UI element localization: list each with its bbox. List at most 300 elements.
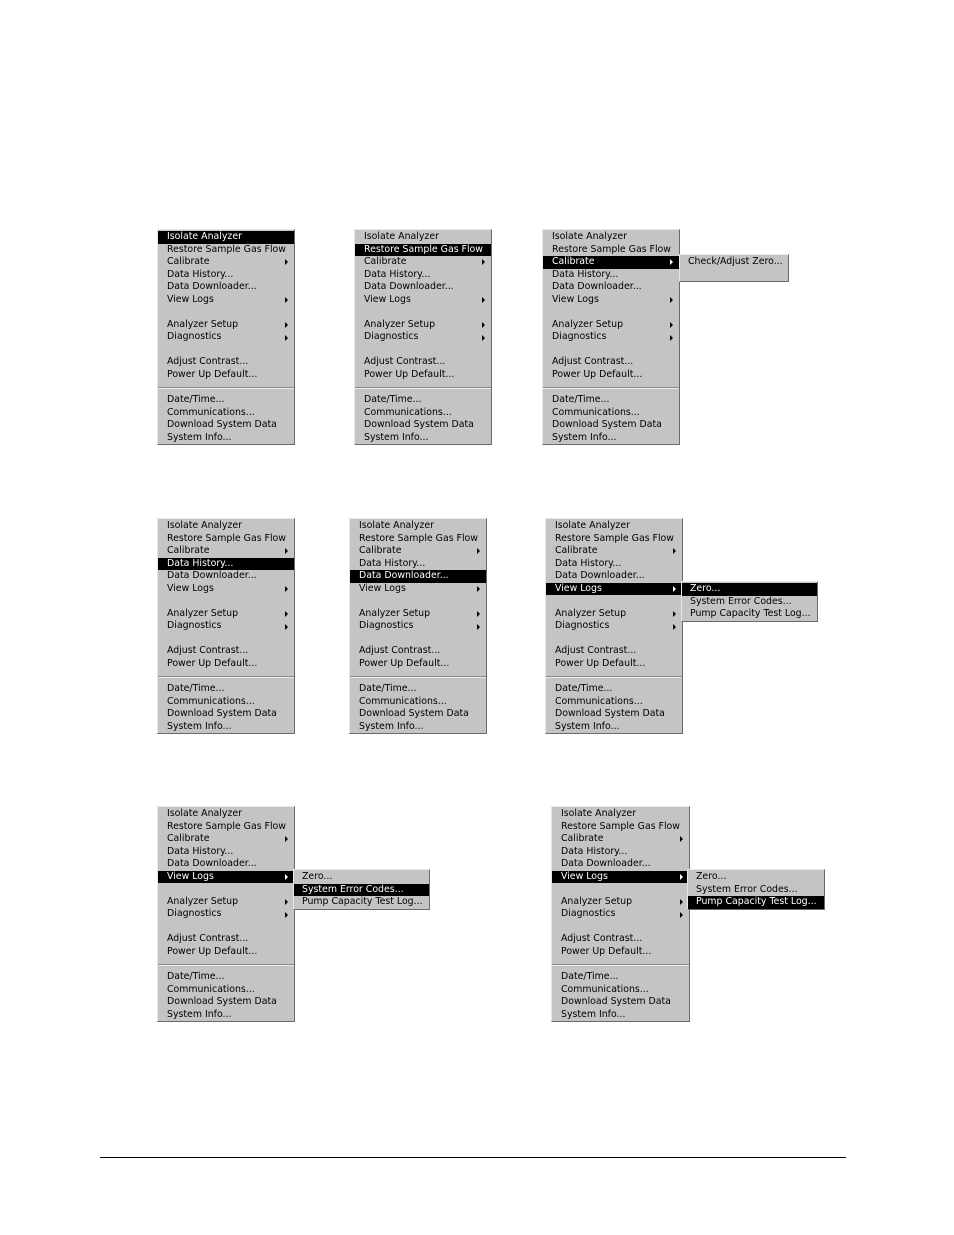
menu-item-data-downloader[interactable] [355,281,491,294]
menu-item-analyzer-setup[interactable] [158,896,294,909]
menu-item-label: Analyzer Setup [359,607,431,619]
menu-item-label: Restore Sample Gas Flow [555,532,674,544]
submenu-arrow-icon [285,874,288,880]
menu-item-label: System Info... [561,1008,626,1020]
menu-item-label: Communications... [167,695,255,707]
menu-item-adjust-contrast[interactable] [546,645,682,658]
menu-item-download-system-data[interactable] [158,419,294,432]
menu-spacer [355,344,491,357]
menu-item-label: Restore Sample Gas Flow [364,243,483,255]
menu-item-label: Restore Sample Gas Flow [561,820,680,832]
menu-separator [543,382,679,395]
submenu-arrow-icon [482,259,485,265]
submenu-arrow-icon [477,586,480,592]
menu-item-label: Data Downloader... [364,281,454,293]
submenu-arrow-icon [673,586,676,592]
menu-item-label: Communications... [359,695,447,707]
menu-item-label: Calibrate [561,833,604,845]
menu-item-label: Analyzer Setup [167,895,239,907]
submenu-arrow-icon [285,624,288,630]
menu-item-label: View Logs [167,870,214,882]
menu-item-diagnostics[interactable] [158,331,294,344]
menu-item-label: Communications... [364,406,452,418]
menu-separator [552,959,689,972]
menu-item-label: Date/Time... [167,683,225,695]
menu-item-adjust-contrast[interactable] [355,356,491,369]
menu-separator [350,671,486,684]
menu-item-label: View Logs [167,582,214,594]
menu-spacer [158,344,294,357]
menu-item-power-up-default[interactable] [158,946,294,959]
menu-item-label: Data Downloader... [561,858,651,870]
menu-item-label: Calibrate [552,256,595,268]
menu-item-view-logs[interactable] [158,294,294,307]
menu-item-power-up-default[interactable] [543,369,679,382]
menu-item-label: Calibrate [555,545,598,557]
menu-item-restore-sample-gas-flow[interactable] [546,533,682,546]
menu-item-download-system-data[interactable] [158,996,294,1009]
submenu-arrow-icon [673,548,676,554]
submenu-arrow-icon [670,322,673,328]
menu-item-label: Power Up Default... [552,369,643,381]
menu-item-date-time[interactable] [355,394,491,407]
submenu-arrow-icon [285,912,288,918]
menu-item-system-info[interactable] [158,721,294,734]
menu-item-system-info[interactable] [552,1009,689,1022]
menu-item-label: Data Downloader... [167,281,257,293]
submenu-item-label: Pump Capacity Test Log... [696,896,817,908]
menu-separator [158,959,294,972]
menu-item-label: Isolate Analyzer [552,231,627,242]
menu-spacer [546,633,682,646]
menu-item-system-info[interactable] [158,1009,294,1022]
menu-item-isolate-analyzer[interactable] [546,520,682,533]
menu-item-label: Restore Sample Gas Flow [167,532,286,544]
menu-item-label: Diagnostics [359,620,414,632]
menu-spacer [543,306,679,319]
menu-item-label: Restore Sample Gas Flow [167,820,286,832]
menu-item-label: System Info... [167,431,232,443]
menu-item-download-system-data[interactable] [350,708,486,721]
submenu-arrow-icon [673,611,676,617]
menu-item-label: Communications... [552,406,640,418]
menu-item-label: Date/Time... [167,971,225,983]
menu-spacer [543,344,679,357]
menu-item-label: Power Up Default... [167,658,258,670]
submenu-arrow-icon [680,836,683,842]
menu-item-analyzer-setup[interactable] [158,608,294,621]
menu-item-label: System Info... [359,720,424,732]
submenu-arrow-icon [477,548,480,554]
menu-item-diagnostics[interactable] [158,620,294,633]
menu-item-label: Diagnostics [167,331,222,343]
submenu-item-label: Pump Capacity Test Log... [690,608,811,620]
menu-item-label: View Logs [359,582,406,594]
menu-item-label: Analyzer Setup [364,318,436,330]
menu-item-isolate-analyzer[interactable] [552,808,689,821]
menu-item-label: Diagnostics [552,331,607,343]
menu-spacer [355,306,491,319]
menu-spacer [350,633,486,646]
menu-item-label: Data Downloader... [552,281,642,293]
menu-item-label: Data History... [359,557,426,569]
menu-spacer [158,633,294,646]
menu-item-label: Download System Data [364,419,474,431]
menu-item-download-system-data[interactable] [543,419,679,432]
menu-item-label: Adjust Contrast... [167,645,249,657]
menu-item-date-time[interactable] [543,394,679,407]
menu-item-label: Analyzer Setup [167,318,239,330]
menu-item-label: Data Downloader... [555,570,645,582]
menu-item-calibrate[interactable] [543,256,679,269]
menu-item-communications[interactable] [543,407,679,420]
submenu-item-label: Zero... [696,871,727,882]
menu-item-label: Adjust Contrast... [167,356,249,368]
menu-spacer [546,595,682,608]
menu-panel-restore [354,229,492,445]
view-logs-submenu [293,869,430,910]
menu-separator [158,671,294,684]
submenu-arrow-icon [285,836,288,842]
menu-item-power-up-default[interactable] [350,658,486,671]
menu-item-calibrate[interactable] [552,833,689,846]
menu-item-label: Adjust Contrast... [364,356,446,368]
menu-item-download-system-data[interactable] [158,708,294,721]
menu-item-data-history[interactable] [546,558,682,571]
menu-item-calibrate[interactable] [158,256,294,269]
menu-item-date-time[interactable] [158,394,294,407]
menu-spacer [158,595,294,608]
submenu-item-pump-capacity-test-log[interactable] [294,896,429,909]
menu-panel-isolate [157,229,295,445]
menu-item-adjust-contrast[interactable] [158,933,294,946]
menu-item-label: Data History... [555,557,622,569]
submenu-arrow-icon [670,297,673,303]
menu-item-label: Data History... [364,268,431,280]
menu-item-label: Data Downloader... [167,858,257,870]
menu-item-label: Calibrate [167,545,210,557]
calibrate-submenu [679,254,789,282]
menu-item-isolate-analyzer[interactable] [355,231,491,244]
menu-item-date-time[interactable] [350,683,486,696]
submenu-item-system-error-codes[interactable] [688,884,824,897]
menu-item-label: Date/Time... [167,394,225,406]
submenu-arrow-icon [285,586,288,592]
menu-item-label: System Info... [552,431,617,443]
menu-spacer [158,883,294,896]
menu-item-analyzer-setup[interactable] [158,319,294,332]
menu-item-communications[interactable] [546,696,682,709]
menu-item-label: Communications... [555,695,643,707]
menu-item-power-up-default[interactable] [355,369,491,382]
menu-separator [355,382,491,395]
menu-item-date-time[interactable] [158,683,294,696]
menu-spacer [158,921,294,934]
menu-item-data-downloader[interactable] [158,281,294,294]
menu-item-label: Data Downloader... [167,570,257,582]
menu-item-label: Download System Data [561,996,671,1008]
menu-item-label: Power Up Default... [555,658,646,670]
menu-item-view-logs[interactable] [158,583,294,596]
menu-spacer [552,883,689,896]
menu-item-isolate-analyzer[interactable] [543,231,679,244]
menu-item-restore-sample-gas-flow[interactable] [552,821,689,834]
menu-item-view-logs[interactable] [355,294,491,307]
menu-item-label: Restore Sample Gas Flow [167,243,286,255]
menu-item-label: Date/Time... [552,394,610,406]
menu-item-communications[interactable] [355,407,491,420]
menu-item-date-time[interactable] [158,971,294,984]
menu-item-view-logs[interactable] [543,294,679,307]
menu-item-restore-sample-gas-flow[interactable] [158,244,294,257]
menu-separator [158,382,294,395]
menu-item-data-downloader[interactable] [552,858,689,871]
menu-item-label: Date/Time... [364,394,422,406]
menu-panel-data-history [157,518,295,734]
menu-item-label: View Logs [167,293,214,305]
menu-item-label: Diagnostics [555,620,610,632]
menu-item-label: System Info... [364,431,429,443]
menu-item-data-downloader[interactable] [543,281,679,294]
menu-item-label: Download System Data [359,708,469,720]
menu-item-data-downloader[interactable] [158,570,294,583]
menu-item-restore-sample-gas-flow[interactable] [543,244,679,257]
menu-item-system-info[interactable] [543,432,679,445]
submenu-item-pump-capacity-test-log[interactable] [688,896,824,909]
menu-item-label: Calibrate [364,256,407,268]
submenu-arrow-icon [482,335,485,341]
menu-item-label: Data History... [552,268,619,280]
submenu-arrow-icon [285,297,288,303]
menu-item-data-downloader[interactable] [546,570,682,583]
submenu-item-system-error-codes[interactable] [682,596,817,609]
menu-item-label: Diagnostics [167,908,222,920]
menu-item-diagnostics[interactable] [546,620,682,633]
menu-item-adjust-contrast[interactable] [350,645,486,658]
submenu-arrow-icon [285,322,288,328]
submenu-item-label: Pump Capacity Test Log... [302,896,423,908]
submenu-item-system-error-codes[interactable] [294,884,429,897]
submenu-arrow-icon [285,611,288,617]
menu-item-label: System Info... [167,720,232,732]
menu-item-data-history[interactable] [350,558,486,571]
submenu-arrow-icon [680,899,683,905]
menu-item-label: Date/Time... [561,971,619,983]
menu-item-restore-sample-gas-flow[interactable] [158,821,294,834]
menu-item-power-up-default[interactable] [158,369,294,382]
menu-item-adjust-contrast[interactable] [158,356,294,369]
menu-item-diagnostics[interactable] [158,908,294,921]
menu-item-system-info[interactable] [355,432,491,445]
menu-item-label: View Logs [555,582,602,594]
menu-item-calibrate[interactable] [355,256,491,269]
menu-panel-calibrate [542,229,680,445]
submenu-item-zero[interactable] [682,583,817,596]
menu-item-communications[interactable] [350,696,486,709]
menu-item-diagnostics[interactable] [543,331,679,344]
submenu-arrow-icon [680,874,683,880]
menu-item-label: Analyzer Setup [555,607,627,619]
menu-item-communications[interactable] [552,984,689,997]
menu-item-adjust-contrast[interactable] [158,645,294,658]
submenu-arrow-icon [477,624,480,630]
menu-item-isolate-analyzer[interactable] [158,231,294,244]
menu-item-diagnostics[interactable] [350,620,486,633]
menu-item-view-logs[interactable] [350,583,486,596]
menu-item-label: Date/Time... [359,683,417,695]
menu-item-view-logs[interactable] [546,583,682,596]
menu-item-communications[interactable] [158,696,294,709]
menu-item-restore-sample-gas-flow[interactable] [350,533,486,546]
submenu-arrow-icon [670,259,673,265]
menu-item-label: Download System Data [167,708,277,720]
menu-item-view-logs[interactable] [158,871,294,884]
menu-item-data-downloader[interactable] [350,570,486,583]
menu-item-data-history[interactable] [355,269,491,282]
menu-item-label: Analyzer Setup [552,318,624,330]
submenu-arrow-icon [285,899,288,905]
menu-item-label: Calibrate [167,256,210,268]
submenu-item-label: System Error Codes... [690,595,792,607]
menu-item-label: Analyzer Setup [167,607,239,619]
menu-item-data-history[interactable] [158,269,294,282]
menu-item-restore-sample-gas-flow[interactable] [158,533,294,546]
menu-item-data-history[interactable] [543,269,679,282]
menu-item-download-system-data[interactable] [552,996,689,1009]
submenu-item-label: Check/Adjust Zero... [688,256,783,267]
submenu-arrow-icon [670,335,673,341]
menu-item-analyzer-setup[interactable] [350,608,486,621]
menu-item-analyzer-setup[interactable] [543,319,679,332]
submenu-item-check-adjust-zero[interactable] [680,256,788,269]
menu-item-label: Download System Data [167,996,277,1008]
submenu-item-label: Zero... [690,583,721,594]
menu-item-analyzer-setup[interactable] [546,608,682,621]
menu-item-label: Adjust Contrast... [167,933,249,945]
menu-item-label: View Logs [552,293,599,305]
menu-item-label: Isolate Analyzer [359,520,434,531]
menu-panel-view-logs-zero [545,518,683,734]
menu-item-label: Adjust Contrast... [555,645,637,657]
menu-item-label: Isolate Analyzer [167,231,242,242]
menu-item-system-info[interactable] [546,721,682,734]
menu-item-system-info[interactable] [350,721,486,734]
menu-item-calibrate[interactable] [546,545,682,558]
menu-item-view-logs[interactable] [552,871,689,884]
menu-spacer [158,306,294,319]
menu-item-calibrate[interactable] [350,545,486,558]
menu-item-communications[interactable] [158,984,294,997]
menu-item-power-up-default[interactable] [552,946,689,959]
menu-item-calibrate[interactable] [158,833,294,846]
submenu-arrow-icon [482,322,485,328]
menu-item-label: Download System Data [555,708,665,720]
menu-item-label: Communications... [167,406,255,418]
menu-item-label: Calibrate [167,833,210,845]
menu-item-label: Restore Sample Gas Flow [552,243,671,255]
menu-item-label: Isolate Analyzer [555,520,630,531]
menu-item-download-system-data[interactable] [355,419,491,432]
menu-item-power-up-default[interactable] [546,658,682,671]
menu-item-label: Isolate Analyzer [167,520,242,531]
submenu-arrow-icon [285,335,288,341]
submenu-item-label: System Error Codes... [696,883,798,895]
menu-item-diagnostics[interactable] [355,331,491,344]
menu-panel-view-logs-error-codes [157,806,295,1022]
menu-item-label: Download System Data [552,419,662,431]
submenu-arrow-icon [482,297,485,303]
submenu-item-zero[interactable] [688,871,824,884]
menu-item-isolate-analyzer[interactable] [350,520,486,533]
menu-item-label: Calibrate [359,545,402,557]
menu-item-label: Adjust Contrast... [561,933,643,945]
submenu-item-zero[interactable] [294,871,429,884]
menu-item-label: Data History... [561,845,628,857]
menu-item-label: Diagnostics [561,908,616,920]
menu-item-diagnostics[interactable] [552,908,689,921]
menu-item-data-history[interactable] [552,846,689,859]
menu-item-download-system-data[interactable] [546,708,682,721]
menu-item-label: View Logs [364,293,411,305]
menu-item-adjust-contrast[interactable] [543,356,679,369]
menu-item-label: Data Downloader... [359,570,449,582]
menu-item-date-time[interactable] [552,971,689,984]
menu-item-label: Analyzer Setup [561,895,633,907]
view-logs-submenu [681,581,818,622]
menu-item-label: Isolate Analyzer [561,808,636,819]
menu-item-label: Adjust Contrast... [552,356,634,368]
menu-item-label: Power Up Default... [364,369,455,381]
menu-item-label: System Info... [555,720,620,732]
menu-item-isolate-analyzer[interactable] [158,808,294,821]
menu-item-label: Power Up Default... [167,369,258,381]
menu-item-data-history[interactable] [158,846,294,859]
menu-item-restore-sample-gas-flow[interactable] [355,244,491,257]
menu-item-date-time[interactable] [546,683,682,696]
menu-item-analyzer-setup[interactable] [355,319,491,332]
submenu-arrow-icon [285,259,288,265]
menu-item-communications[interactable] [158,407,294,420]
menu-item-label: Diagnostics [167,620,222,632]
menu-item-label: Restore Sample Gas Flow [359,532,478,544]
menu-item-label: Power Up Default... [167,946,258,958]
menu-item-isolate-analyzer[interactable] [158,520,294,533]
menu-item-label: Data History... [167,268,234,280]
menu-item-label: Date/Time... [555,683,613,695]
menu-item-data-history[interactable] [158,558,294,571]
menu-item-label: Data History... [167,845,234,857]
menu-item-calibrate[interactable] [158,545,294,558]
menu-panel-data-downloader [349,518,487,734]
menu-item-adjust-contrast[interactable] [552,933,689,946]
submenu-item-pump-capacity-test-log[interactable] [682,608,817,621]
menu-panel-view-logs-pump [551,806,690,1022]
menu-item-label: Diagnostics [364,331,419,343]
menu-item-data-downloader[interactable] [158,858,294,871]
menu-item-label: System Info... [167,1008,232,1020]
menu-item-analyzer-setup[interactable] [552,896,689,909]
menu-item-system-info[interactable] [158,432,294,445]
submenu-item-label: Zero... [302,871,333,882]
menu-item-label: Data History... [167,557,234,569]
menu-item-label: Communications... [167,983,255,995]
menu-item-label: Power Up Default... [359,658,450,670]
menu-item-label: Communications... [561,983,649,995]
submenu-arrow-icon [680,912,683,918]
submenu-arrow-icon [673,624,676,630]
menu-separator [546,671,682,684]
menu-item-power-up-default[interactable] [158,658,294,671]
